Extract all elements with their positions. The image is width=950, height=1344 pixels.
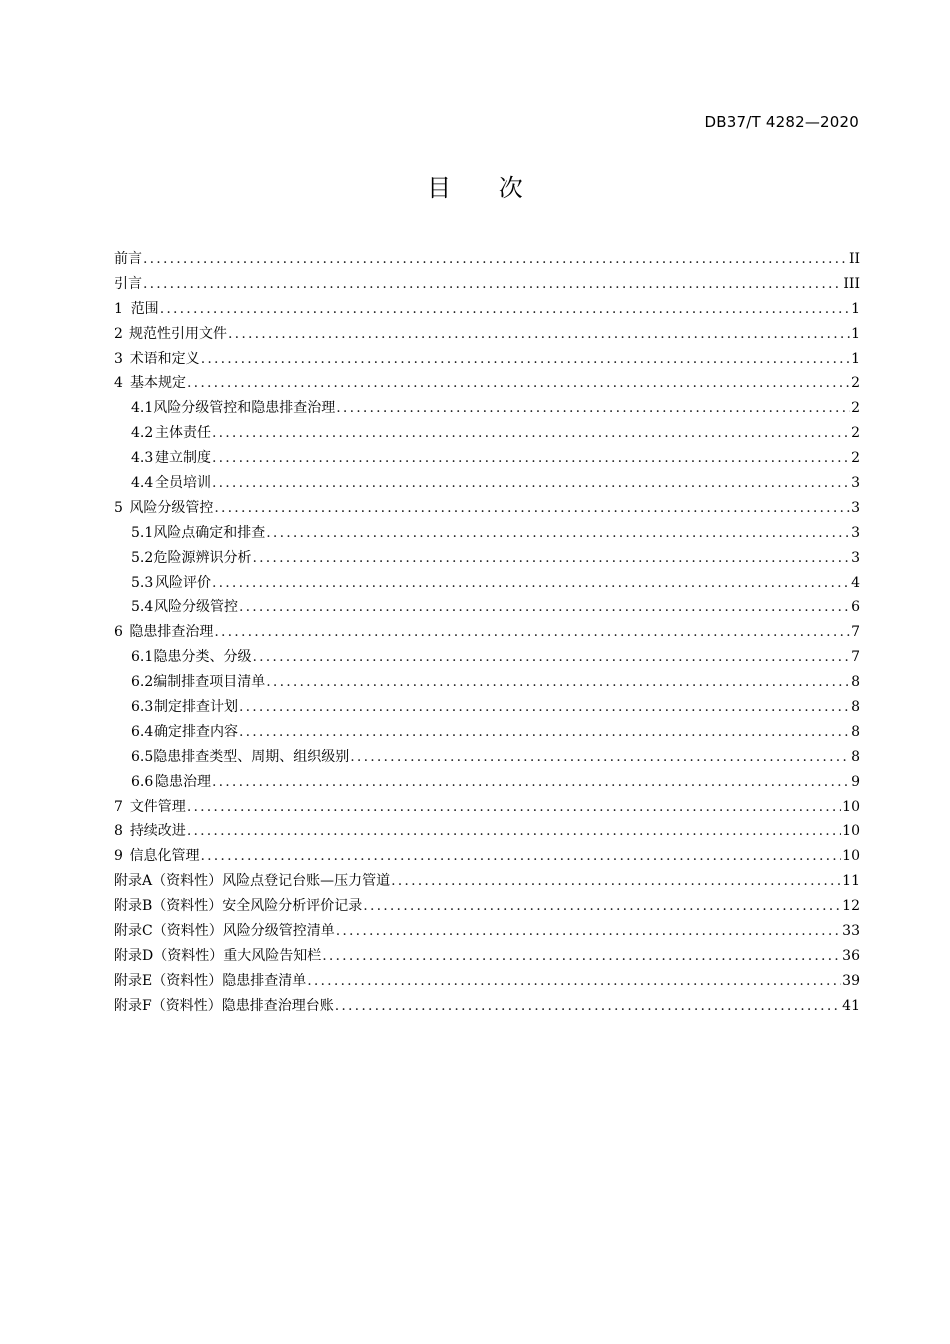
toc-entry-page: 39	[842, 972, 860, 989]
toc-entry[interactable]	[114, 770, 860, 795]
dot-leader	[239, 595, 850, 620]
toc-entry-label: 引言	[114, 275, 142, 292]
toc-entry-page: 7	[851, 649, 860, 666]
table-of-contents	[114, 247, 860, 1019]
toc-entry-label: 信息化管理	[129, 848, 200, 865]
toc-entry-label: 隐患分类、分级	[153, 649, 252, 666]
toc-entry-page: 9	[851, 773, 860, 790]
toc-entry-number: 附录F（资料性）	[114, 997, 222, 1014]
toc-entry-label: 风险点登记台账—压力管道	[222, 873, 391, 890]
toc-entry-number: 6.1	[131, 649, 154, 666]
dot-leader	[252, 546, 850, 571]
dot-leader	[391, 869, 841, 894]
toc-entry-number: 3	[114, 350, 123, 367]
toc-entry[interactable]	[114, 795, 860, 820]
toc-entry[interactable]	[114, 969, 860, 994]
toc-entry-page: 1	[851, 300, 860, 317]
toc-entry-number: 附录C（资料性）	[114, 923, 223, 940]
page-title: 目 次	[427, 174, 543, 202]
dot-leader	[201, 347, 850, 372]
dot-leader	[336, 919, 841, 944]
dot-leader	[228, 322, 850, 347]
toc-entry[interactable]	[114, 546, 860, 571]
toc-entry[interactable]	[114, 396, 860, 421]
toc-entry[interactable]	[114, 496, 860, 521]
dot-leader	[266, 670, 850, 695]
toc-entry[interactable]	[114, 645, 860, 670]
toc-entry-label: 隐患排查清单	[222, 972, 307, 989]
dot-leader	[307, 969, 841, 994]
dot-leader	[266, 521, 850, 546]
toc-entry-label: 主体责任	[154, 425, 211, 442]
toc-entry-label: 重大风险告知栏	[223, 947, 322, 964]
toc-entry[interactable]	[114, 347, 860, 372]
toc-entry-number: 7	[114, 798, 123, 815]
toc-entry-page: 2	[851, 450, 860, 467]
toc-entry[interactable]	[114, 670, 860, 695]
toc-entry-page: III	[843, 275, 860, 292]
toc-entry-number: 5.1	[131, 524, 154, 541]
toc-entry-page: II	[848, 251, 860, 267]
toc-entry[interactable]	[114, 695, 860, 720]
toc-entry[interactable]	[114, 446, 860, 471]
toc-entry[interactable]	[114, 620, 860, 645]
toc-entry[interactable]	[114, 272, 860, 297]
dot-leader	[335, 994, 841, 1019]
dot-leader	[212, 571, 850, 596]
toc-entry-page: 2	[851, 400, 860, 417]
toc-entry-number: 4.4	[131, 475, 154, 492]
toc-entry-label: 编制排查项目清单	[153, 674, 266, 691]
toc-entry[interactable]	[114, 844, 860, 869]
toc-entry-label: 风险分级管控清单	[222, 923, 335, 940]
toc-entry[interactable]	[114, 819, 860, 844]
toc-entry-number: 附录E（资料性）	[114, 972, 223, 989]
dot-leader	[214, 496, 850, 521]
toc-entry-label: 隐患治理	[154, 773, 211, 790]
dot-leader	[212, 471, 850, 496]
toc-entry-number: 6.5	[131, 748, 154, 765]
toc-entry[interactable]	[114, 869, 860, 894]
toc-entry-label: 隐患排查治理台账	[221, 997, 334, 1014]
toc-entry-page: 4	[851, 574, 860, 591]
dot-leader	[143, 272, 842, 297]
toc-entry-label: 术语和定义	[129, 350, 200, 367]
toc-entry-number: 5.3	[131, 574, 154, 591]
dot-leader	[187, 371, 850, 396]
dot-leader	[252, 645, 850, 670]
toc-entry-label: 范围	[130, 300, 159, 317]
toc-entry-page: 1	[851, 325, 860, 342]
toc-entry-number: 6.3	[131, 699, 154, 716]
toc-entry-number: 4.2	[131, 425, 154, 442]
toc-entry-page: 10	[842, 848, 860, 865]
toc-entry[interactable]	[114, 571, 860, 596]
toc-entry[interactable]	[114, 994, 860, 1019]
toc-entry-label: 风险点确定和排查	[153, 524, 266, 541]
dot-leader	[212, 446, 850, 471]
dot-leader	[160, 297, 850, 322]
toc-entry-page: 12	[842, 898, 860, 915]
toc-entry-page: 2	[851, 375, 860, 392]
toc-entry-label: 规范性引用文件	[129, 325, 228, 342]
toc-entry-label: 危险源辨识分析	[153, 549, 252, 566]
toc-entry[interactable]	[114, 471, 860, 496]
toc-entry-page: 10	[842, 823, 860, 840]
toc-entry-label: 基本规定	[130, 375, 187, 392]
toc-entry-label: 安全风险分析评价记录	[222, 898, 363, 915]
dot-leader	[214, 620, 850, 645]
toc-entry[interactable]	[114, 297, 860, 322]
document-id: DB37/T 4282—2020	[704, 113, 859, 131]
toc-entry-label: 制定排查计划	[153, 699, 238, 716]
toc-entry-label: 文件管理	[129, 798, 186, 815]
toc-entry-page: 36	[842, 947, 860, 964]
dot-leader	[187, 795, 841, 820]
dot-leader	[363, 894, 841, 919]
toc-entry-label: 前言	[114, 251, 142, 267]
toc-entry-number: 8	[114, 823, 123, 840]
toc-entry-page: 8	[851, 674, 860, 691]
dot-leader	[200, 844, 841, 869]
toc-entry[interactable]	[114, 745, 860, 770]
toc-entry-label: 隐患排查类型、周期、组织级别	[153, 748, 350, 765]
toc-entry-number: 6.4	[131, 723, 154, 740]
toc-entry-number: 2	[114, 325, 123, 342]
toc-entry-page: 10	[842, 798, 860, 815]
toc-entry-page: 8	[851, 723, 860, 740]
toc-entry[interactable]	[114, 371, 860, 396]
dot-leader	[336, 396, 850, 421]
toc-entry-page: 7	[851, 624, 860, 641]
dot-leader	[187, 819, 841, 844]
toc-entry-number: 4.1	[131, 400, 154, 417]
toc-entry[interactable]	[114, 944, 860, 969]
toc-entry-page: 1	[851, 350, 860, 367]
toc-entry-number: 附录D（资料性）	[114, 947, 224, 964]
toc-entry-page: 33	[842, 923, 860, 940]
toc-entry-page: 3	[851, 549, 860, 566]
toc-entry-page: 8	[851, 748, 860, 765]
toc-entry-label: 持续改进	[129, 823, 186, 840]
toc-entry-label: 隐患排查治理	[129, 624, 214, 641]
toc-entry-label: 风险分级管控	[153, 599, 238, 616]
toc-entry-number: 1	[114, 300, 123, 317]
toc-entry-page: 3	[851, 524, 860, 541]
toc-entry-number: 6	[114, 624, 123, 641]
toc-entry-label: 确定排查内容	[153, 723, 238, 740]
toc-entry[interactable]	[114, 521, 860, 546]
toc-entry-number: 附录B（资料性）	[114, 898, 223, 915]
toc-entry-page: 2	[851, 425, 860, 442]
toc-entry-number: 5.4	[131, 599, 154, 616]
toc-entry-page: 8	[851, 699, 860, 716]
toc-entry-number: 9	[114, 848, 123, 865]
toc-entry-number: 附录A（资料性）	[114, 873, 223, 890]
dot-leader	[143, 247, 848, 272]
toc-entry[interactable]	[114, 247, 860, 272]
dot-leader	[322, 944, 841, 969]
toc-entry-number: 6.6	[131, 773, 154, 790]
toc-entry-page: 11	[842, 873, 860, 890]
toc-entry-page: 41	[842, 997, 860, 1014]
toc-entry[interactable]	[114, 322, 860, 347]
toc-entry-number: 4.3	[131, 450, 154, 467]
toc-entry-label: 全员培训	[154, 475, 211, 492]
toc-entry[interactable]	[114, 595, 860, 620]
dot-leader	[212, 770, 850, 795]
dot-leader	[350, 745, 850, 770]
toc-entry-label: 风险评价	[154, 574, 211, 591]
toc-entry[interactable]	[114, 919, 860, 944]
toc-entry-page: 3	[851, 499, 860, 516]
toc-entry-page: 6	[851, 599, 860, 616]
toc-entry-label: 风险分级管控	[129, 499, 214, 516]
toc-entry-number: 4	[114, 375, 123, 392]
dot-leader	[212, 421, 850, 446]
toc-entry-number: 5.2	[131, 549, 154, 566]
toc-entry-number: 6.2	[131, 674, 154, 691]
dot-leader	[239, 720, 850, 745]
toc-entry-page: 3	[851, 475, 860, 492]
toc-entry-number: 5	[114, 499, 123, 516]
toc-entry-label: 风险分级管控和隐患排查治理	[153, 400, 336, 417]
toc-entry[interactable]	[114, 720, 860, 745]
toc-entry[interactable]	[114, 421, 860, 446]
toc-entry[interactable]	[114, 894, 860, 919]
toc-entry-label: 建立制度	[154, 450, 211, 467]
dot-leader	[239, 695, 850, 720]
